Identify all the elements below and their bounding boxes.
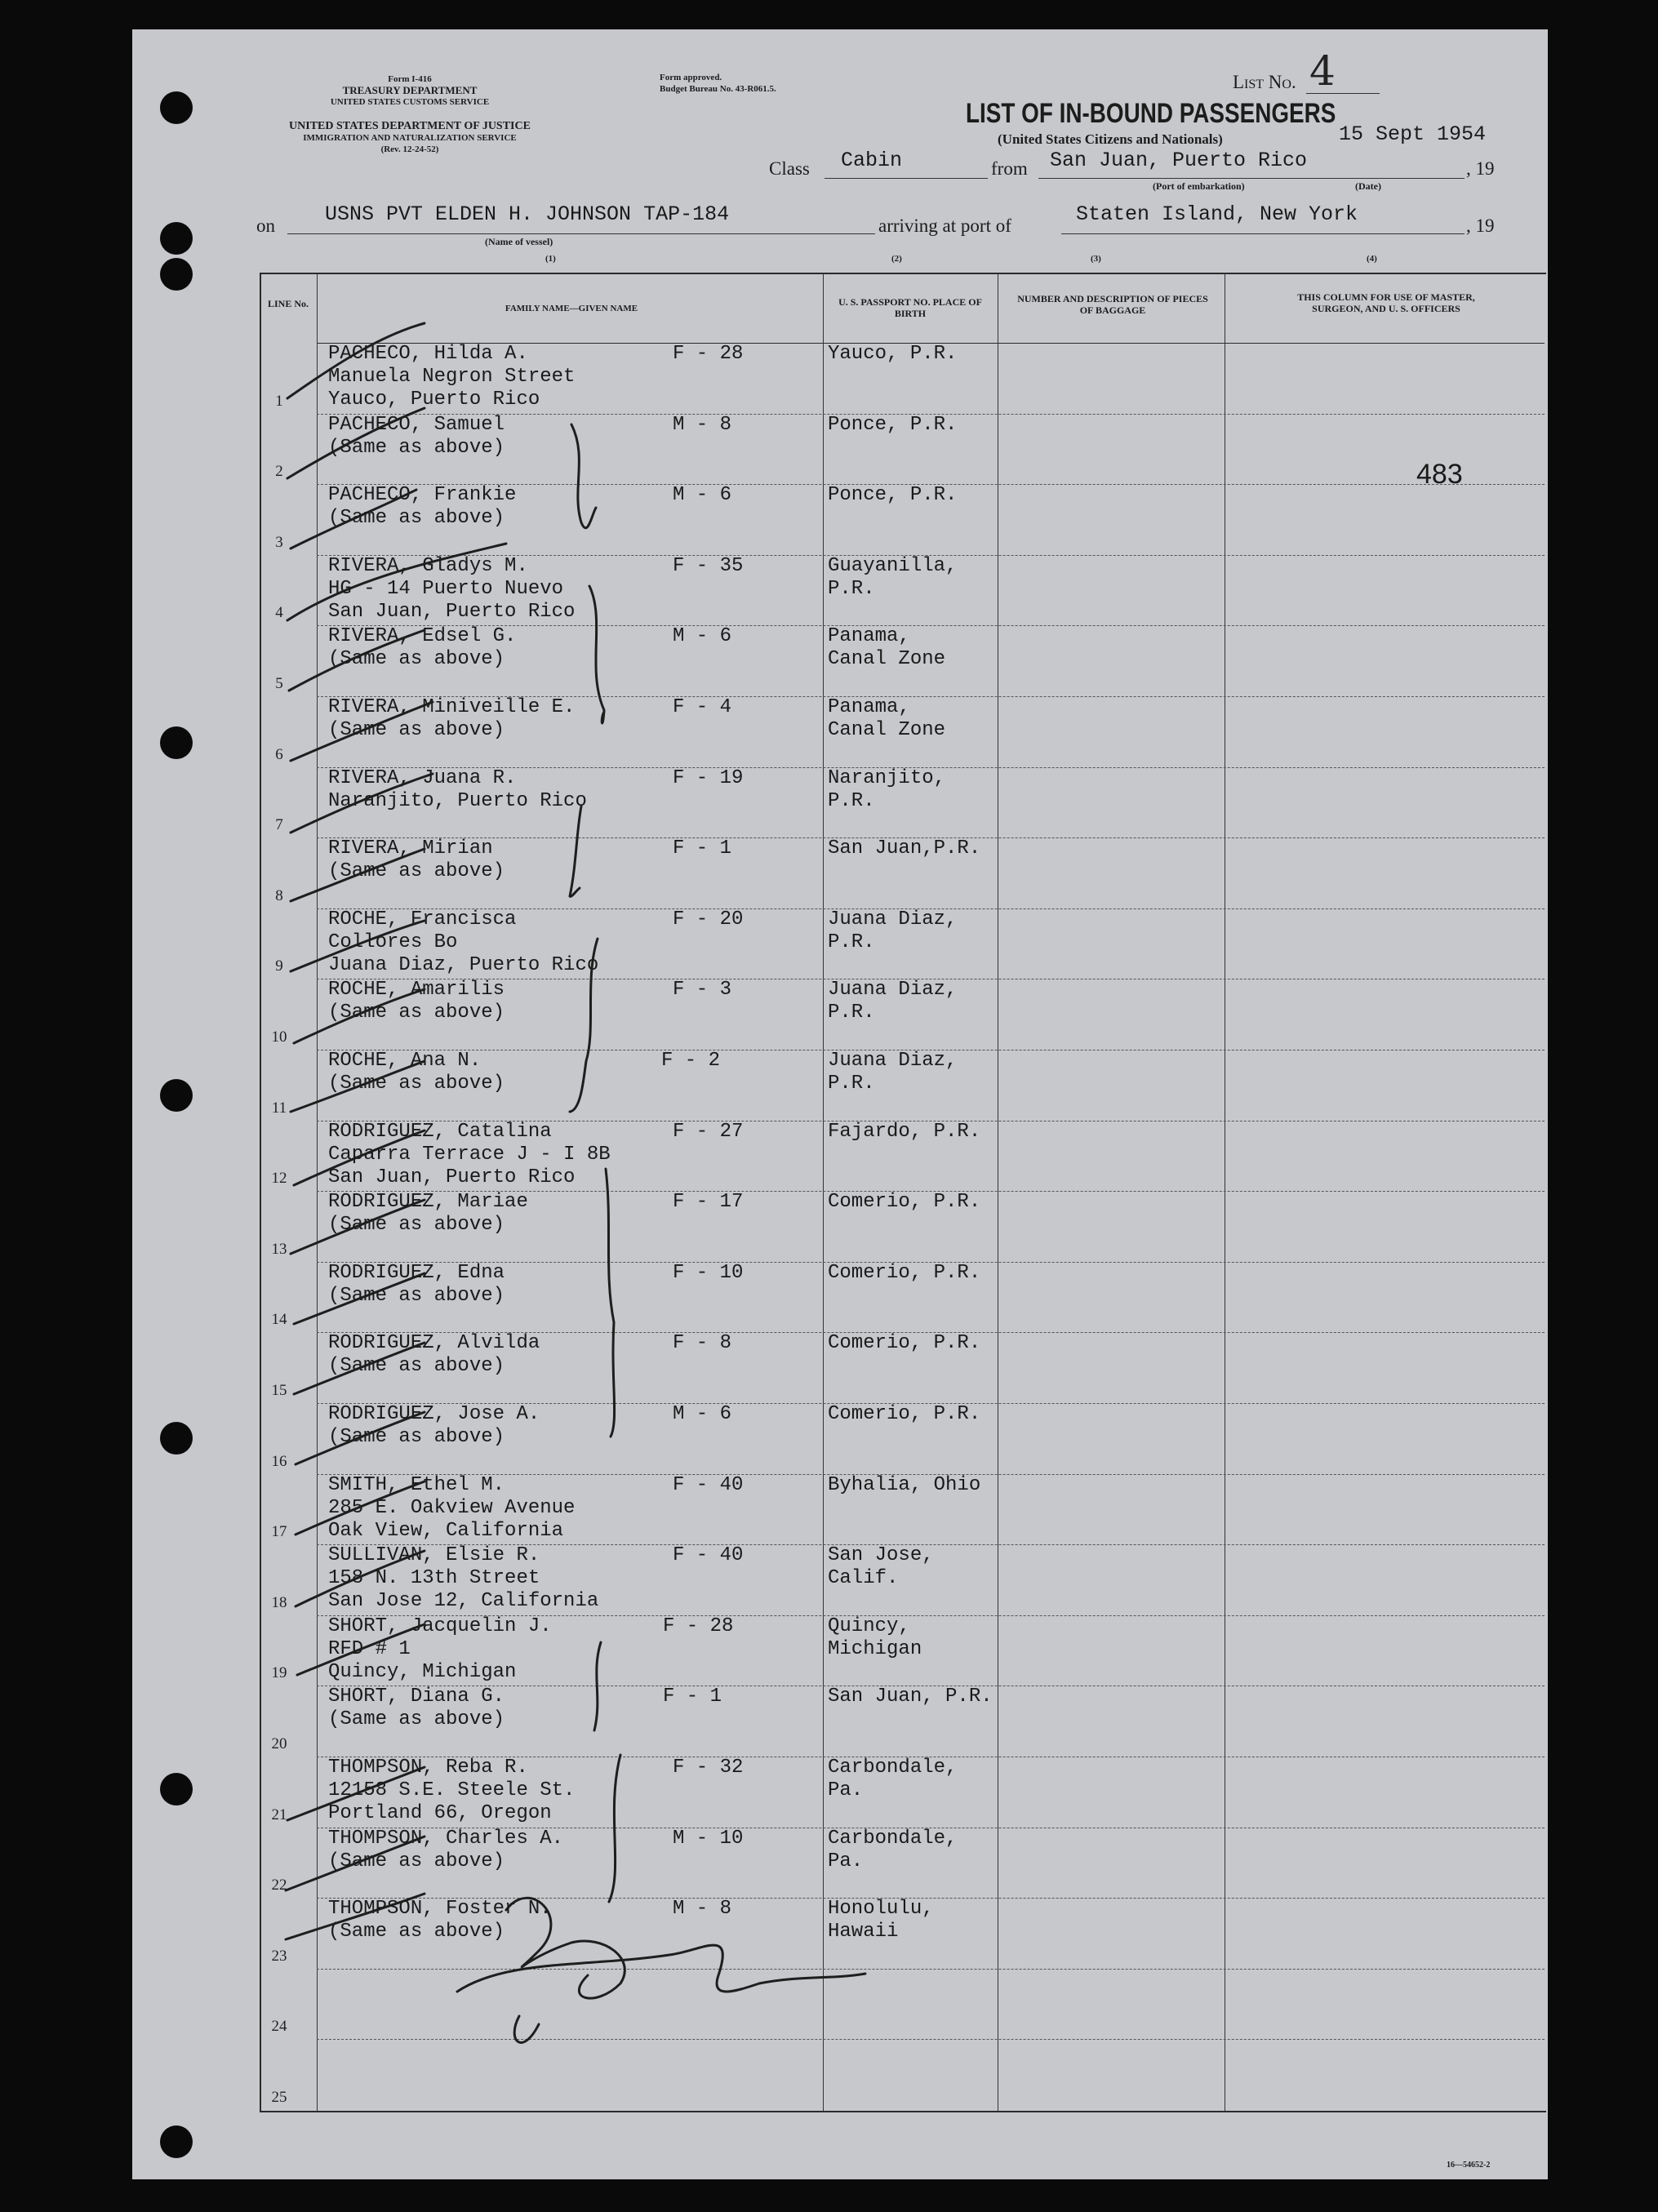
line-number: 3 bbox=[275, 533, 283, 551]
document-title: LIST OF IN-BOUND PASSENGERS bbox=[966, 98, 1336, 129]
passenger-name: PACHECO, Frankie (Same as above) bbox=[328, 484, 517, 530]
sex-age: F - 8 bbox=[673, 1332, 732, 1355]
column-number-1: (1) bbox=[545, 254, 556, 264]
place-of-birth: Juana Diaz, P.R. bbox=[828, 979, 958, 1024]
line-number: 24 bbox=[271, 2018, 287, 2036]
form-revision: (Rev. 12-24-52) bbox=[380, 144, 439, 154]
date-caption: (Date) bbox=[1355, 180, 1381, 192]
place-of-birth: Quincy, Michigan bbox=[828, 1615, 922, 1660]
line-number: 7 bbox=[275, 816, 283, 834]
immigration-service: IMMIGRATION AND NATURALIZATION SERVICE bbox=[303, 133, 517, 143]
customs-service: UNITED STATES CUSTOMS SERVICE bbox=[330, 97, 490, 107]
from-label: from bbox=[991, 158, 1028, 179]
column-header-officers: THIS COLUMN FOR USE OF MASTER, SURGEON, AND U. S. OFFICERS bbox=[1297, 291, 1475, 314]
sex-age: F - 2 bbox=[661, 1050, 721, 1072]
arriving-label: arriving at port of bbox=[878, 215, 1011, 236]
place-of-birth: Ponce, P.R. bbox=[828, 413, 958, 436]
vessel-name: USNS PVT ELDEN H. JOHNSON TAP-184 bbox=[325, 202, 730, 226]
line-number: 23 bbox=[271, 1947, 287, 1965]
vessel-caption: (Name of vessel) bbox=[485, 236, 553, 247]
sex-age: F - 4 bbox=[673, 696, 732, 718]
place-of-birth: Byhalia, Ohio bbox=[828, 1473, 981, 1496]
line-number: 14 bbox=[271, 1311, 287, 1329]
sex-age: F - 35 bbox=[673, 554, 744, 577]
passenger-name: SHORT, Jacquelin J. RFD # 1 Quincy, Michigan bbox=[328, 1615, 552, 1683]
place-of-birth: Comerio, P.R. bbox=[828, 1332, 981, 1355]
passenger-name: RODRIGUEZ, Edna (Same as above) bbox=[328, 1261, 505, 1307]
footer-code: 16—54652-2 bbox=[1447, 2161, 1491, 2170]
year-suffix: , 19 bbox=[1466, 158, 1495, 179]
place-of-birth: Comerio, P.R. bbox=[828, 1191, 981, 1214]
port-embarkation-caption: (Port of embarkation) bbox=[1153, 180, 1245, 192]
place-of-birth: Honolulu, Hawaii bbox=[828, 1898, 934, 1943]
sex-age: M - 8 bbox=[673, 413, 732, 436]
stamp-number: 483 bbox=[1416, 459, 1463, 490]
class-value: Cabin bbox=[841, 149, 903, 172]
line-number: 17 bbox=[271, 1523, 287, 1541]
column-header-name: FAMILY NAME—GIVEN NAME bbox=[505, 304, 638, 313]
passenger-name: RODRIGUEZ, Jose A. (Same as above) bbox=[328, 1403, 540, 1448]
passenger-name: SMITH, Ethel M. 285 E. Oakview Avenue Oak View, California bbox=[328, 1473, 576, 1542]
place-of-birth: San Juan, P.R. bbox=[828, 1686, 993, 1708]
passenger-name: RODRIGUEZ, Alvilda (Same as above) bbox=[328, 1332, 540, 1378]
column-number-2: (2) bbox=[891, 254, 902, 264]
treasury-department: TREASURY DEPARTMENT bbox=[342, 84, 478, 96]
place-of-birth: Panama, Canal Zone bbox=[828, 625, 946, 671]
sex-age: F - 27 bbox=[673, 1120, 744, 1143]
line-number: 1 bbox=[275, 392, 283, 410]
column-header-passport: U. S. PASSPORT NO. PLACE OF BIRTH bbox=[838, 296, 982, 319]
place-of-birth: Ponce, P.R. bbox=[828, 484, 958, 507]
passenger-name: RODRIGUEZ, Mariae (Same as above) bbox=[328, 1191, 528, 1237]
place-of-birth: San Juan,P.R. bbox=[828, 837, 981, 860]
sex-age: F - 17 bbox=[673, 1191, 744, 1214]
place-of-birth: Carbondale, Pa. bbox=[828, 1827, 958, 1872]
place-of-birth: Comerio, P.R. bbox=[828, 1261, 981, 1284]
passenger-name: RIVERA, Miniveille E. (Same as above) bbox=[328, 696, 576, 741]
sex-age: M - 6 bbox=[673, 1403, 732, 1425]
passenger-name: RIVERA, Gladys M. HG - 14 Puerto Nuevo San Juan, Puerto Rico bbox=[328, 554, 576, 623]
place-of-birth: San Jose, Calif. bbox=[828, 1544, 934, 1590]
line-number: 22 bbox=[271, 1877, 287, 1894]
passenger-name: RIVERA, Juana R. Naranjito, Puerto Rico bbox=[328, 766, 587, 812]
line-number: 19 bbox=[271, 1664, 287, 1682]
passenger-name: PACHECO, Samuel (Same as above) bbox=[328, 413, 505, 459]
line-number: 10 bbox=[271, 1028, 287, 1046]
sex-age: F - 3 bbox=[673, 979, 732, 1002]
sex-age: F - 10 bbox=[673, 1261, 744, 1284]
form-number: Form I-416 bbox=[388, 74, 432, 84]
place-of-birth: Juana Diaz, P.R. bbox=[828, 1050, 958, 1095]
place-of-birth: Guayanilla, P.R. bbox=[828, 554, 958, 600]
arrival-port: Staten Island, New York bbox=[1076, 202, 1358, 226]
passenger-name: THOMPSON, Reba R. 12158 S.E. Steele St. Portland 66, Oregon bbox=[328, 1757, 576, 1824]
place-of-birth: Yauco, P.R. bbox=[828, 343, 958, 365]
line-number: 2 bbox=[275, 463, 283, 481]
column-number-4: (4) bbox=[1367, 254, 1377, 264]
passenger-name: THOMPSON, Foster N. (Same as above) bbox=[328, 1898, 552, 1943]
line-number: 8 bbox=[275, 886, 283, 904]
place-of-birth: Naranjito, P.R. bbox=[828, 766, 946, 812]
line-number: 12 bbox=[271, 1170, 287, 1188]
line-number: 11 bbox=[271, 1099, 287, 1117]
place-of-birth: Panama, Canal Zone bbox=[828, 696, 946, 741]
sex-age: F - 40 bbox=[673, 1544, 744, 1567]
sex-age: F - 20 bbox=[673, 908, 744, 931]
passenger-name: THOMPSON, Charles A. (Same as above) bbox=[328, 1827, 564, 1872]
line-number: 16 bbox=[271, 1452, 287, 1470]
passenger-name: ROCHE, Ana N. (Same as above) bbox=[328, 1050, 505, 1095]
sex-age: F - 19 bbox=[673, 766, 744, 789]
justice-department: UNITED STATES DEPARTMENT OF JUSTICE bbox=[289, 120, 531, 132]
class-label: Class bbox=[769, 158, 810, 179]
passenger-name: SHORT, Diana G. (Same as above) bbox=[328, 1686, 505, 1731]
document-subtitle: (United States Citizens and Nationals) bbox=[998, 131, 1223, 147]
passenger-name: RODRIGUEZ, Catalina Caparra Terrace J - I 8B San Juan, Puerto Rico bbox=[328, 1120, 611, 1188]
passenger-name: RIVERA, Edsel G. (Same as above) bbox=[328, 625, 517, 671]
passenger-name: ROCHE, Amarilis (Same as above) bbox=[328, 979, 505, 1024]
form-approved: Form approved. bbox=[660, 73, 722, 82]
place-of-birth: Fajardo, P.R. bbox=[828, 1120, 981, 1143]
line-number: 25 bbox=[271, 2089, 287, 2106]
sex-age: M - 8 bbox=[673, 1898, 732, 1921]
on-label: on bbox=[256, 215, 275, 236]
place-of-birth: Carbondale, Pa. bbox=[828, 1757, 958, 1801]
sex-age: M - 10 bbox=[673, 1827, 744, 1850]
place-of-birth: Juana Diaz, P.R. bbox=[828, 908, 958, 953]
passenger-name: RIVERA, Mirian (Same as above) bbox=[328, 837, 505, 883]
list-number-label: List No. bbox=[1233, 72, 1296, 92]
list-number-handwritten: 4 bbox=[1309, 47, 1336, 95]
year-suffix-2: , 19 bbox=[1466, 215, 1495, 236]
line-number: 18 bbox=[271, 1593, 287, 1611]
arrival-date: 15 Sept 1954 bbox=[1339, 122, 1487, 146]
column-number-3: (3) bbox=[1091, 254, 1101, 264]
sex-age: F - 28 bbox=[673, 343, 744, 365]
sex-age: M - 6 bbox=[673, 484, 732, 507]
line-number: 13 bbox=[271, 1240, 287, 1258]
sex-age: F - 1 bbox=[673, 837, 732, 860]
line-number: 15 bbox=[271, 1382, 287, 1399]
line-number: 9 bbox=[275, 957, 283, 975]
line-number: 6 bbox=[275, 745, 283, 763]
line-number: 21 bbox=[271, 1806, 287, 1823]
line-number: 20 bbox=[271, 1735, 287, 1752]
passenger-name: PACHECO, Hilda A. Manuela Negron Street Yauco, Puerto Rico bbox=[328, 343, 576, 411]
sex-age: F - 40 bbox=[673, 1473, 744, 1496]
port-of-embarkation: San Juan, Puerto Rico bbox=[1050, 149, 1308, 172]
sex-age: M - 6 bbox=[673, 625, 732, 648]
sex-age: F - 1 bbox=[663, 1686, 722, 1708]
passenger-name: ROCHE, Francisca Collores Bo Juana Diaz, Puerto Rico bbox=[328, 908, 599, 976]
column-header-baggage: NUMBER AND DESCRIPTION OF PIECES OF BAGGAGE bbox=[1017, 293, 1208, 316]
budget-bureau: Budget Bureau No. 43-R061.5. bbox=[660, 84, 776, 94]
column-header-line: LINE No. bbox=[267, 298, 309, 309]
line-number: 4 bbox=[275, 604, 283, 622]
line-number: 5 bbox=[275, 675, 283, 692]
place-of-birth: Comerio, P.R. bbox=[828, 1403, 981, 1425]
sex-age: F - 28 bbox=[663, 1615, 734, 1637]
passenger-name: SULLIVAN, Elsie R. 158 N. 13th Street San Jose 12, California bbox=[328, 1544, 599, 1613]
sex-age: F - 32 bbox=[673, 1757, 744, 1779]
